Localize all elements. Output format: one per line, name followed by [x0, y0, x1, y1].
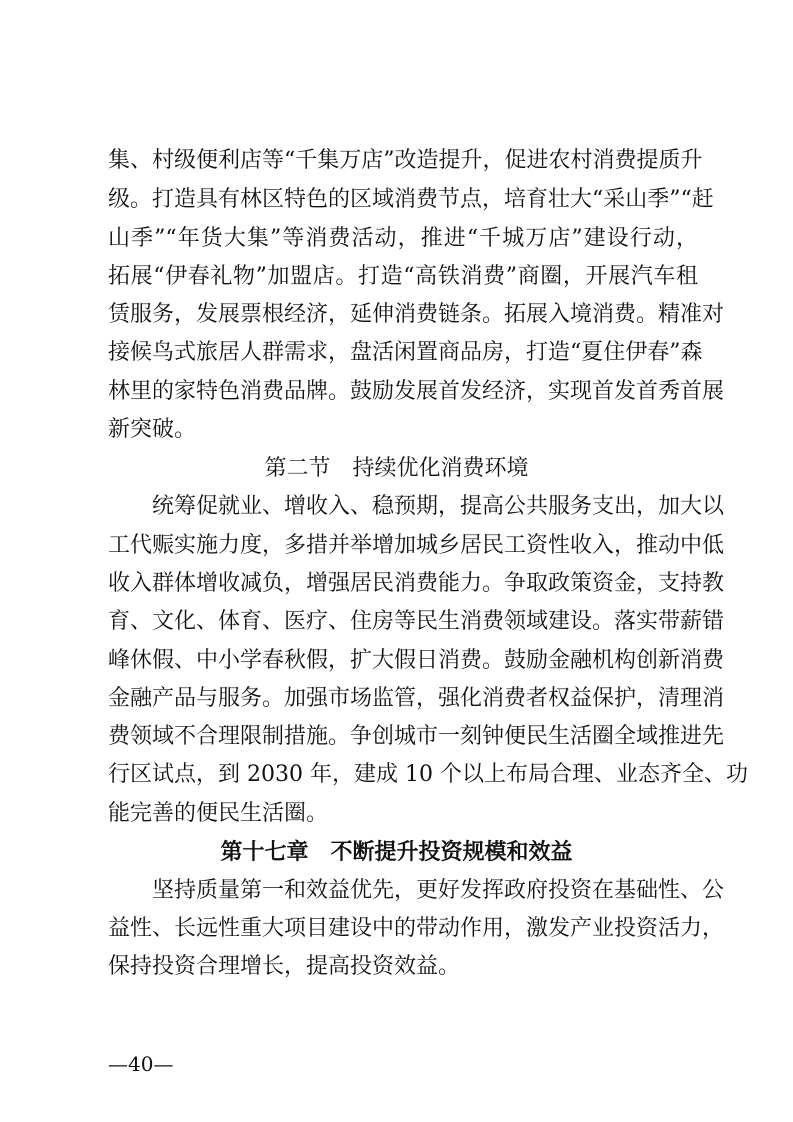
- body-text-line: 赁服务，发展票根经济，延伸消费链条。拓展入境消费。精准对: [108, 302, 725, 327]
- body-text-line: 金融产品与服务。加强市场监管，强化消费者权益保护，清理消: [108, 686, 725, 711]
- body-text-line: 新突破。: [108, 417, 197, 442]
- body-text-line: 统筹促就业、增收入、稳预期，提高公共服务支出，加大以: [152, 494, 725, 519]
- body-text-line: 山季”“年货大集”等消费活动，推进“千城万店”建设行动，: [108, 226, 698, 251]
- body-text-line: 接候鸟式旅居人群需求，盘活闲置商品房，打造“夏住伊春”森: [108, 340, 703, 365]
- body-text-line: 行区试点，到 2030 年，建成 10 个以上布局合理、业态齐全、功: [108, 762, 748, 787]
- body-text-line: 育、文化、体育、医疗、住房等民生消费领域建设。落实带薪错: [108, 609, 725, 634]
- body-text-line: 拓展“伊春礼物”加盟店。打造“高铁消费”商圈，开展汽车租: [108, 264, 698, 289]
- body-text-line: 级。打造具有林区特色的区域消费节点，培育壮大“采山季”“赶: [108, 187, 714, 212]
- section-heading: 第二节 持续优化消费环境: [264, 456, 529, 481]
- body-text-line: 集、村级便利店等“千集万店”改造提升，促进农村消费提质升: [108, 148, 703, 173]
- body-text-line: 益性、长远性重大项目建设中的带动作用，激发产业投资活力，: [108, 916, 725, 941]
- chapter-heading: 第十七章 不断提升投资规模和效益: [220, 839, 573, 865]
- body-text-line: 峰休假、中小学春秋假，扩大假日消费。鼓励金融机构创新消费: [108, 648, 725, 673]
- body-text-line: 保持投资合理增长，提高投资效益。: [108, 954, 461, 979]
- body-text-line: 工代赈实施力度，多措并举增加城乡居民工资性收入，推动中低: [108, 533, 725, 558]
- body-text-line: 坚持质量第一和效益优先，更好发挥政府投资在基础性、公: [152, 878, 725, 903]
- body-text-line: 费领域不合理限制措施。争创城市一刻钟便民生活圈全域推进先: [108, 724, 725, 749]
- page-number: —40—: [108, 1052, 174, 1076]
- body-text-line: 能完善的便民生活圈。: [108, 801, 329, 826]
- body-text-line: 林里的家特色消费品牌。鼓励发展首发经济，实现首发首秀首展: [108, 379, 725, 404]
- body-text-line: 收入群体增收减负，增强居民消费能力。争取政策资金，支持教: [108, 571, 725, 596]
